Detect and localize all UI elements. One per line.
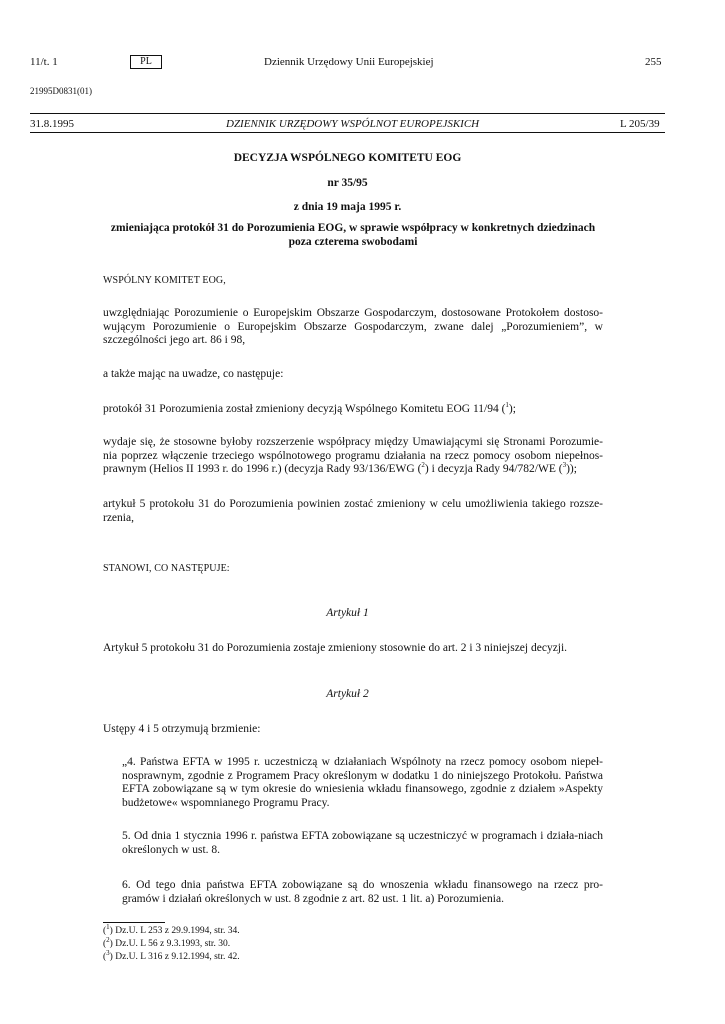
volume-number: 11/t. 1 (30, 56, 58, 68)
recital-article5: artykuł 5 protokołu 31 do Porozumienia powinien zostać zmieniony w celu umożliwienia takiego rozsze-rzenia, (103, 498, 603, 524)
original-reference: L 205/39 (620, 118, 660, 130)
decision-subject: zmieniająca protokół 31 do Porozumienia EOG, w sprawie współpracy w konkretnych dziedzinach poza czterema swobodami (110, 222, 596, 248)
article-2-heading: Artykuł 2 (326, 688, 369, 700)
original-date: 31.8.1995 (30, 118, 74, 130)
paragraph-6: 6. Od tego dnia państwa EFTA zobowiązane są do wnoszenia wkładu finansowego na rzecz pro-gramów i działań określonych w ust. 8 zgodnie z art. 82 ust. 1 lit. a) Porozumienia. (122, 879, 603, 905)
recital-extension (103, 436, 603, 477)
footnote-separator (103, 922, 165, 923)
page-number: 255 (645, 56, 662, 68)
footnote-ref-3: 3 (562, 461, 567, 470)
recital-protocol-amended (103, 403, 516, 415)
footnote-1: ($^1$) Dz.U. L 253 z 29.9.1994, str. 34. (103, 922, 240, 936)
paragraph-5: 5. Od dnia 1 stycznia 1996 r. państwa EFTA zobowiązane są uczestniczyć w programach i działa-niach określonych w ust. 8. (122, 830, 603, 856)
decides-heading: STANOWI, CO NASTĘPUJE: (103, 563, 230, 574)
footnote-ref-2: 2 (421, 461, 425, 470)
decision-title: DECYZJA WSPÓLNEGO KOMITETU EOG (233, 152, 462, 164)
header-rule-bottom (30, 132, 665, 133)
footnote-2: ($^2$) Dz.U. L 56 z 9.3.1993, str. 30. (103, 935, 231, 949)
original-journal-title: DZIENNIK URZĘDOWY WSPÓLNOT EUROPEJSKICH (226, 118, 480, 130)
journal-title: Dziennik Urzędowy Unii Europejskiej (264, 56, 434, 68)
document-id: 21995D0831(01) (30, 86, 92, 96)
header-rule-top (30, 113, 665, 114)
recital-agreement: uwzględniając Porozumienie o Europejskim Obszarze Gospodarczym, dostosowane Protokołem dostoso-wującym Porozumienie o Europejskim Obszarze Gospodarczym, zwane dalej „Porozumieniem”, w szczególności jego art. 86 i 98, (103, 307, 603, 346)
footnote-number: 3 (106, 948, 110, 957)
paragraph-4: „4. Państwa EFTA w 1995 r. uczestniczą w działaniach Wspólnoty na rzecz pomocy osobom niepeł-nosprawnym, zgodnie z Programem Pracy określonym w dodatku 1 do niniejszego Protokołu. Państwa EFTA zobowiązane są w tym okresie do wniesienia wkładu finansowego, zgodnie z działem »Aspekty budżetowe« wspomnianego Programu Pracy. (122, 756, 603, 809)
footnote-ref-1: 1 (505, 401, 509, 410)
footnote-number: 2 (106, 935, 110, 944)
decision-date: z dnia 19 maja 1995 r. (293, 201, 402, 213)
recital-intro: a także mając na uwadze, co następuje: (103, 368, 284, 380)
article-1-heading: Artykuł 1 (326, 607, 369, 619)
recital-text-a: wydaje się, że stosowne byłoby rozszerzenie współpracy między Umawiającymi się Stronami Porozumie-nia poprzez włączenie trzeciego wspólnotowego programu działania na rzecz pomocy osobom niepełnos-prawnym (Helios II 1993 r. do 1996 r.) (decyzja Rady 93/136/EWG ( (103, 436, 603, 475)
recital-text-b: ) i decyzja Rady 94/782/WE ( (424, 463, 563, 475)
decision-number: nr 35/95 (327, 177, 368, 189)
footnote-number: 1 (106, 922, 110, 931)
footnote-text: Dz.U. L 56 z 9.3.1993, str. 30. (115, 939, 231, 949)
committee-heading: WSPÓLNY KOMITET EOG, (103, 275, 226, 286)
recital-text-end: ); (508, 403, 516, 415)
footnote-text: Dz.U. L 253 z 29.9.1994, str. 34. (115, 926, 240, 936)
footnote-text: Dz.U. L 316 z 9.12.1994, str. 42. (115, 952, 240, 962)
language-box: PL (130, 55, 162, 69)
recital-text: protokół 31 Porozumienia został zmieniony decyzją Wspólnego Komitetu EOG 11/94 ( (103, 403, 506, 415)
article-1-text: Artykuł 5 protokołu 31 do Porozumienia zostaje zmieniony stosownie do art. 2 i 3 niniejszej decyzji. (103, 642, 568, 654)
footnote-3: ($^3$) Dz.U. L 316 z 9.12.1994, str. 42. (103, 948, 240, 962)
article-2-intro: Ustępy 4 i 5 otrzymują brzmienie: (103, 723, 261, 735)
recital-text-c: )); (566, 463, 577, 475)
